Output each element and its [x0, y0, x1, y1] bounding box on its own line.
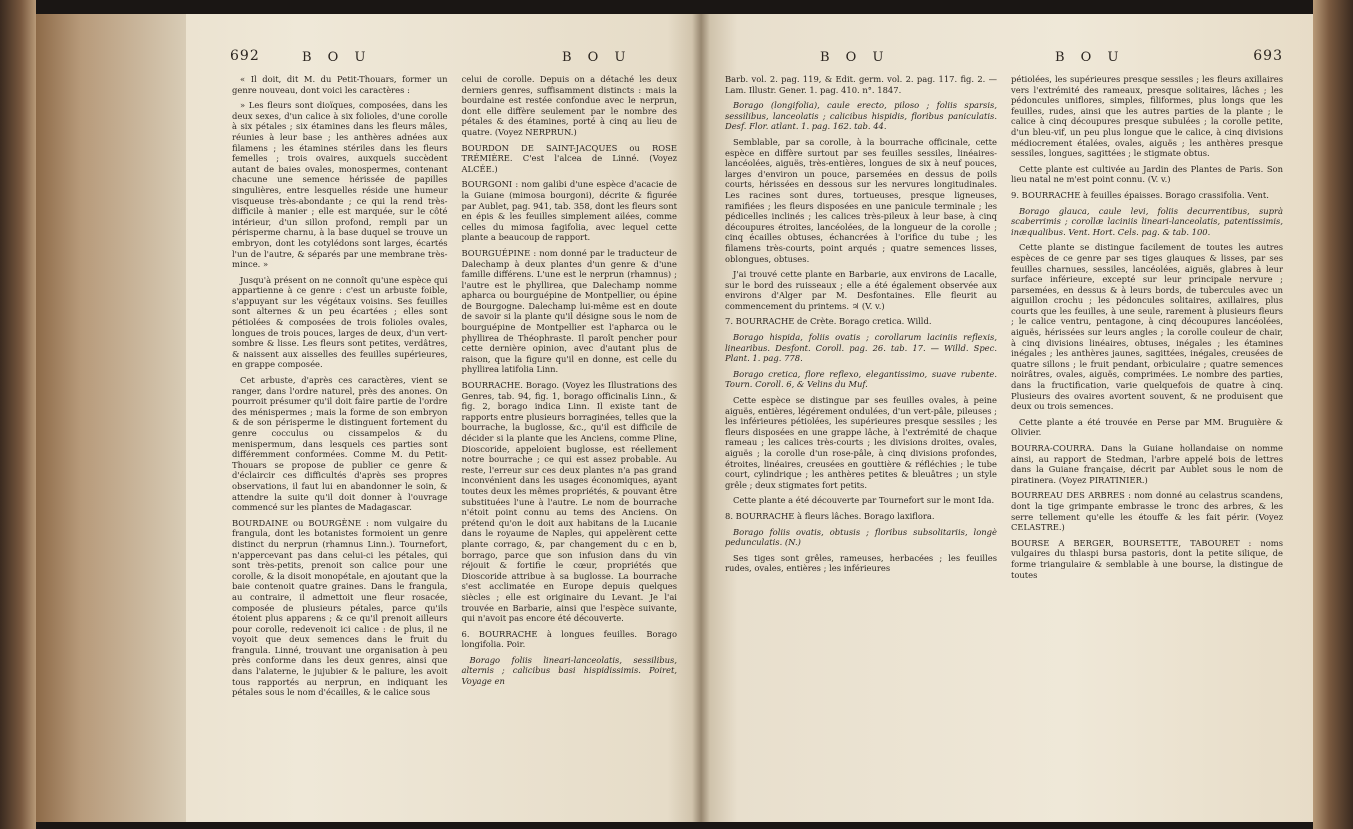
- left-running-head-1: B O U: [302, 50, 372, 65]
- entry-bourra-courra: BOURRA-COURRA. Dans la Guiane hollandaise on nomme ainsi, au rapport de Stedman, l'arbre appelé bois de lettres dans la Guiane française, décrit par Aublet sous le nom de piratinera. (Voyez PIRATINIER.): [1011, 443, 1283, 485]
- left-page-edges: [0, 0, 36, 829]
- entry-bourguepine: BOURGUÉPINE : nom donné par le traducteur de Dalechamp à deux plantes d'un genre & d'une famille différens. L'une est le nerprun (rhamnus) ; l'autre est le phyllirea, que Dalechamp nomme apharca ou bourguépine de Montpellier, ou épine de Bourgogne. Dalechamp lui-même est en doute de savoir si la plante qu'il désigne sous le nom de bourguépine de Montpellier est l'apharca ou le phyllirea de Théophraste. Il paroît pencher pour cette dernière opinion, avec d'autant plus de raison, que la figure qu'il en donne, est celle du phyllirea latifolia Linn.: [461, 247, 677, 375]
- entry-bourdaine: BOURDAINE ou BOURGÈNE : nom vulgaire du frangula, dont les botanistes formoient un genre distinct du nerprun (rhamnus Linn.). Tournefort, n'appercevant pas dans celui-ci les pétales, qui sont très-petits, prenoit son calice pour une corolle, & la disoit monopétale, en ajoutant que la baie contenoit quatre graines. Dans le frangula, au contraire, il admettoit une fleur rosacée, composée de plusieurs pétales, parce qu'ils étoient plus apparens ; & ce qu'il prenoit ailleurs pour corolle, redevenoit ici calice : de plus, il ne voyoit que deux semences dans le fruit du frangula. Linné, trouvant une organisation à peu près conforme dans les deux genres, ainsi que dans l'alaterne, le jujubier & le paliure, les avoit tous rapportés au nerprun, en indiquant les pétales sous le nom d'écailles, & le calice sous: [232, 517, 448, 698]
- paragraph: Cette plante a été découverte par Tournefort sur le mont Ida.: [733, 495, 995, 506]
- entry-bourgoni: BOURGONI : nom galibi d'une espèce d'acacie de la Guiane (mimosa bourgoni), décrite & figurée par Aublet, pag. 941, tab. 358, dont les fleurs sont en épis & les feuilles simplement ailées, comme celles du mimosa fagifolia, avec lequel cette plante a beaucoup de rapport.: [461, 179, 677, 243]
- right-page-edges: [1313, 0, 1353, 829]
- paragraph: » Les fleurs sont dioïques, composées, dans les deux sexes, d'un calice à six folioles, d'une corolle à six pétales ; six étamines dans les fleurs mâles, réunies à leur base ; les anthères adnées aux filamens ; les étamines stériles dans les fleurs femelles ; trois ovaires, auxquels succèdent autant de baies ovales, monospermes, contenant chacune une semence hérissée de papilles singulières, entre lesquelles réside une humeur visqueuse très-abondante ; ce qui la rend très-difficile à manier ; elle est marquée, sur le côté intérieur, d'un sillon profond, rempli par un périsperme charnu, à la base duquel se trouve un embryon, dont les cotylédons sont larges, écartés l'un de l'autre, & séparés par une membrane très-mince. »: [232, 100, 448, 270]
- left-page-header: [232, 48, 677, 74]
- paragraph: Cette plante a été trouvée en Perse par MM. Bruguière & Olivier.: [1011, 416, 1283, 438]
- left-running-head-2: B O U: [562, 50, 632, 65]
- species-8: 8. BOURRACHE à fleurs lâches. Borago laxiflora.: [725, 510, 935, 521]
- paragraph: celui de corolle. Depuis on a détaché les deux derniers genres, suffisamment distincts : mais la bourdaine est restée confondue avec le nerprun, dont elle diffère seulement par le nombre des pétales & des étamines, porté à cinq au lieu de quatre. (Voyez NERPRUN.): [461, 74, 677, 137]
- right-page: [701, 14, 1313, 822]
- paragraph: « Il doit, dit M. du Petit-Thouars, former un genre nouveau, dont voici les caractères :: [232, 74, 448, 95]
- paragraph: Barb. vol. 2. pag. 119, & Edit. germ. vol. 2. pag. 117. fig. 2. — Lam. Illustr. Gener. 1. pag. 410. n°. 1847.: [725, 74, 997, 95]
- left-outer-margin: [36, 14, 186, 822]
- paragraph: Borago glauca, caule levi, foliis decurrentibus, suprà scaberrimis ; corollæ laciniis lineari-lanceolatis, patentissimis, inæqualibus. Vent. Hort. Cels. pag. & tab. 100.: [1011, 205, 1283, 237]
- species-6: 6. BOURRACHE à longues feuilles. Borago longifolia. Poir.: [461, 628, 677, 650]
- right-running-head-2: B O U: [1055, 50, 1125, 65]
- entry-bourrache: BOURRACHE. Borago. (Voyez les Illustrations des Genres, tab. 94, fig. 1, borago officinalis Linn., & fig. 2, borago indica Linn. Il existe tant de rapports entre plusieurs borraginées, telles que la bourrache, la buglosse, &c., qu'il est difficile de décider si la plante que les Anciens, comme Pline, Dioscoride, appeloient buglosse, est réellement notre bourrache ; ce qui est assez probable. Au reste, l'erreur sur ces deux plantes n'a pas grand inconvénient dans les usages économiques, ayant toutes deux les mêmes propriétés, & pouvant être substituées l'une à l'autre. Le nom de bourrache n'étoit point connu au tems des Anciens. On prétend qu'on le doit aux habitans de la Lucanie dans le royaume de Naples, qui appelèrent cette plante corrago, &, par changement du c en b, borrago, parce que son infusion dans du vin réjouit & fortifie le cœur, propriétés que Dioscoride attribue à sa buglosse. La bourrache s'est acclimatée en Europe depuis quelques siècles ; elle est originaire du Levant. Je l'ai trouvée en Barbarie, ainsi que l'espèce suivante, qui n'avoit pas encore été découverte.: [461, 380, 677, 624]
- species-7: 7. BOURRACHE de Crète. Borago cretica. Willd.: [725, 316, 932, 327]
- paragraph: Borago hispida, foliis ovatis ; corollarum laciniis reflexis, linearibus. Desfont. Coroll. pag. 26. tab. 17. — Willd. Spec. Plant. 1. pag. 778.: [725, 332, 997, 364]
- paragraph: Cet arbuste, d'après ces caractères, vient se ranger, dans l'ordre naturel, près des anones. On pourroit présumer qu'il doit faire partie de l'ordre des ménispermes ; mais la forme de son embryon & de son périsperme le distinguent fortement du genre cocculus ou cissampelos & du menispermum, dans lesquels ces parties sont différemment conformées. Comme M. du Petit-Thouars se propose de publier ce genre & d'éclaircir ces difficultés d'après ses propres observations, il faut lui en abandonner le soin, & attendre la suite qu'il doit donner à l'ouvrage commencé sur les plantes de Madagascar.: [232, 375, 448, 513]
- entry-bourreau: BOURREAU DES ARBRES : nom donné au celastrus scandens, dont la tige grimpante embrasse le tronc des arbres, & les serre tellement qu'elle les étouffe & les fait périr. (Voyez CELASTRE.): [1011, 490, 1283, 533]
- book-gutter: [692, 14, 710, 822]
- left-column-2: [462, 74, 678, 703]
- right-column-2: [1011, 74, 1283, 585]
- entry-bourdon: BOURDON DE SAINT-JACQUES ou ROSE TRÉMIÈRE. C'est l'alcea de Linné. (Voyez ALCÉE.): [461, 142, 677, 174]
- right-page-number: 693: [1253, 48, 1283, 64]
- entry-bourse-a-berger: BOURSE A BERGER, BOURSETTE, TABOURET : noms vulgaires du thlaspi bursa pastoris, dont la petite silique, de forme triangulaire & semblable à une bourse, la distingue de toutes: [1011, 537, 1283, 580]
- paragraph: Ses tiges sont grêles, rameuses, herbacées ; les feuilles rudes, ovales, entières ; les inférieures: [725, 552, 997, 574]
- right-page-header: [725, 48, 1283, 74]
- paragraph: Semblable, par sa corolle, à la bourrache officinale, cette espèce en diffère surtout par ses feuilles sessiles, linéaires-lancéolées, aiguës, très-entières, longues de six à neuf pouces, larges d'environ un pouce, parsemées en dessus de poils courts, hérissées en dessous sur les nervures longitudinales. Les racines sont dures, tortueuses, presque ligneuses, ramifiées ; les fleurs disposées en une panicule terminale ; les pédicelles inclinés ; les calices très-pileux à leur base, à cinq découpures étroites, lancéolées, de la longueur de la corolle ; cinq écailles obtuses, échancrées à l'orifice du tube ; les filamens très-courts, point arqués ; quatre semences lisses, oblongues, obtuses.: [725, 136, 997, 264]
- paragraph: Cette espèce se distingue par ses feuilles ovales, à peine aiguës, entières, légérement ondulées, d'un vert-pâle, pileuses ; les inférieures pétiolées, les supérieures presque sessiles ; les fleurs disposées en une grappe lâche, à l'extrémité de chaque rameau ; les calices très-courts ; les divisions droites, ovales, aiguës ; la corolle d'un rose-pâle, à cinq divisions profondes, étroites, linéaires, creusées en gouttière & réfléchies ; le tube court, cylindrique ; les anthères petites & bleuâtres ; un style grêle ; deux stigmates fort petits.: [725, 395, 997, 490]
- right-running-head-1: B O U: [820, 50, 890, 65]
- species-9: 9. BOURRACHE à feuilles épaisses. Borago crassifolia. Vent.: [1011, 189, 1269, 200]
- paragraph: J'ai trouvé cette plante en Barbarie, aux environs de Lacalle, sur le bord des ruisseaux ; elle a été également observée aux environs d'Alger par M. Desfontaines. Elle fleurit au commencement du printems. ♃ (V. v.): [725, 269, 997, 311]
- species-6-latin: Borago foliis lineari-lanceolatis, sessilibus, alternis ; calicibus basi hispidissimis. Poiret, Voyage en: [461, 654, 677, 687]
- paragraph: pétiolées, les supérieures presque sessiles ; les fleurs axillaires vers l'extrémité des rameaux, presque solitaires, lâches ; les pédoncules uniflores, simples, filiformes, plus longs que les feuilles, rudes, ainsi que les autres parties de la plante ; le calice à cinq découpures presque subulées ; la corolle petite, d'un bleu-vif, un peu plus longue que le calice, à cinq divisions médiocrement étalées, ovales, aiguës ; les anthères presque sessiles, longues, sagittées ; le stigmate obtus.: [1011, 74, 1283, 159]
- paragraph: Jusqu'à présent on ne connoît qu'une espèce qui appartienne à ce genre : c'est un arbuste foible, s'appuyant sur les végétaux voisins. Ses feuilles sont alternes & un peu écartées ; elles sont pétiolées & composées de trois folioles ovales, longues de trois pouces, larges de deux, d'un vert-sombre & lisse. Les fleurs sont petites, verdâtres, & naissent aux aisselles des feuilles supérieures, en grappe composée.: [232, 274, 448, 370]
- paragraph: Borago (longifolia), caule erecto, piloso ; foliis sparsis, sessilibus, lanceolatis ; calicibus hispidis, floribus paniculatis. Desf. Flor. atlant. 1. pag. 162. tab. 44.: [725, 100, 997, 132]
- paragraph: Borago cretica, flore reflexo, elegantissimo, suave rubente. Tourn. Coroll. 6, & Velins du Muf.: [725, 368, 997, 390]
- left-column-1: [232, 74, 448, 703]
- right-column-1: [725, 74, 997, 585]
- left-page-number: 692: [230, 48, 260, 64]
- paragraph: Borago foliis ovatis, obtusis ; floribus subsolitariis, longè pedunculatis. (N.): [725, 526, 997, 548]
- paragraph: Cette plante se distingue facilement de toutes les autres espèces de ce genre par ses tiges glauques & lisses, par ses feuilles charnues, sessiles, lancéolées, aiguës, glabres à leur surface inférieure, excepté sur leur principale nervure ; parsemées, en dessus & à leurs bords, de tubercules avec un aiguillon crochu ; les pédoncules solitaires, axillaires, plus courts que les feuilles, à une seule, rarement à plusieurs fleurs ; le calice ventru, pentagone, à cinq découpures lancéolées, aiguës, hérissées sur leurs angles ; la corolle couleur de chair, à cinq divisions linéaires, obtuses, inégales ; les étamines inégales ; les anthères jaunes, sagittées, inégales, creusées de quatre sillons ; le fruit pendant, orbiculaire ; quatre semences noirâtres, ovales, aiguës, comprimées. Le nombre des parties, dans la fructification, varie quelquefois de quatre à cinq. Plusieurs des ovaires avortent souvent, & ne produisent que deux ou trois semences.: [1011, 242, 1283, 412]
- paragraph: Cette plante est cultivée au Jardin des Plantes de Paris. Son lieu natal ne m'est point connu. (V. v.): [1011, 163, 1283, 185]
